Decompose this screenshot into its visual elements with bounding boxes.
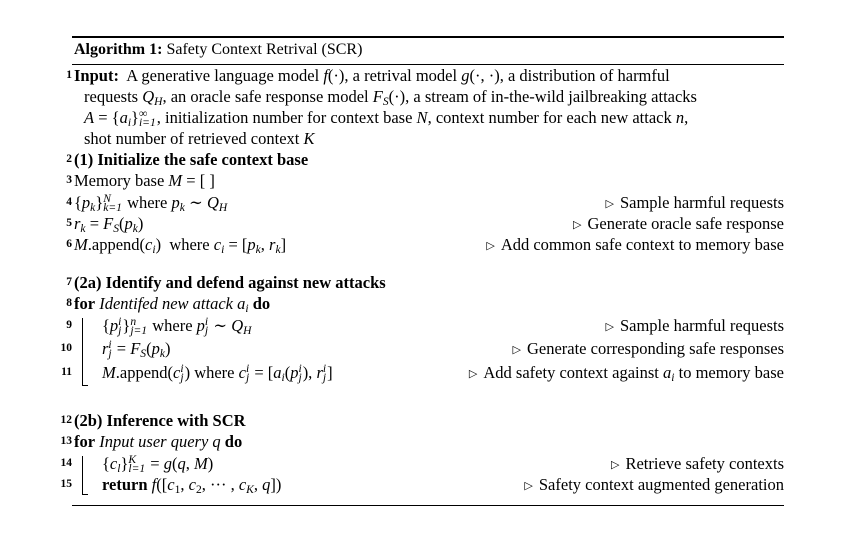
step-comment: ▷ Safety context augmented generation (524, 475, 784, 494)
line-number: 1 (66, 69, 72, 81)
input-line-1: Input: A generative language model f(·), a retrival model g(·, ·), a distribution of harmful (74, 66, 670, 85)
line-number: 13 (60, 435, 72, 447)
line-number: 15 (60, 478, 72, 490)
top-rule (72, 36, 784, 38)
line-number: 2 (66, 153, 72, 165)
line-number: 14 (60, 457, 72, 469)
algorithm-label: Algorithm 1: (74, 41, 163, 58)
line-number: 8 (66, 297, 72, 309)
step-text: Memory base M = [ ] (74, 171, 215, 190)
triangle-icon: ▷ (605, 198, 614, 210)
algorithm-title (74, 41, 362, 59)
step-text: $\{p_k\}$ N k=1 where $p_k$ ∼ $Q_H$ (74, 192, 228, 215)
step-comment: ▷ Sample harmful requests (605, 316, 784, 335)
triangle-icon: ▷ (512, 344, 521, 356)
bottom-rule (72, 505, 784, 506)
for-loop-header: for Input user query q do (74, 432, 243, 451)
step-comment: ▷ Generate corresponding safe responses (512, 339, 784, 358)
step-comment: ▷ Retrieve safety contexts (611, 454, 784, 473)
step-text: $M.append(c_i)$ where $c_i = [p_k$, $r_k$] (74, 235, 287, 256)
loop-bracket-end (82, 494, 88, 495)
triangle-icon: ▷ (524, 480, 533, 492)
step-comment: ▷ Add common safe context to memory base (486, 235, 784, 254)
line-number: 7 (66, 276, 72, 288)
triangle-icon: ▷ (611, 459, 620, 471)
line-number: 6 (66, 238, 72, 250)
loop-bracket (82, 318, 83, 385)
triangle-icon: ▷ (468, 368, 478, 380)
step-comment: ▷ Add safety context against $a_i$ to memory base (468, 363, 784, 384)
line-number: 12 (60, 414, 72, 426)
section-heading: (2b) Inference with SCR (74, 411, 246, 430)
section-heading: (1) Initialize the safe context base (74, 150, 309, 169)
line-number: 11 (61, 366, 72, 378)
step-text: $r_k = F_S(p_k)$ (74, 214, 144, 235)
triangle-icon: ▷ (573, 219, 582, 231)
line-number: 3 (66, 174, 72, 186)
line-number: 9 (66, 319, 72, 331)
input-label: Input: (74, 66, 119, 85)
for-loop-header: for Identifed new attack $a_i$ do (74, 294, 271, 315)
triangle-icon: ▷ (605, 321, 614, 333)
triangle-icon: ▷ (486, 240, 495, 252)
section-heading: (2a) Identify and defend against new attacks (74, 273, 386, 292)
step-text: r i j = $F_S(p_k)$ (102, 338, 171, 361)
step-text: return $f([c_1$, $c_2$, ··· , $c_K$, q]) (102, 475, 282, 496)
step-comment: ▷ Generate oracle safe response (573, 214, 784, 233)
algorithm-name: Safety Context Retrival (SCR) (166, 41, 363, 58)
title-rule (72, 64, 784, 65)
line-number: 5 (66, 217, 72, 229)
step-text: M.append(c i j ) where c i j = [$a_i(p$ i j ), r i j ] (102, 362, 333, 385)
loop-bracket (82, 456, 83, 494)
step-comment: ▷ Sample harmful requests (605, 193, 784, 212)
line-number: 4 (66, 196, 72, 208)
line-number: 10 (60, 342, 72, 354)
step-text: $\{c_l\}$ K l=1 = g(q, M) (102, 453, 214, 476)
loop-bracket-end (82, 385, 88, 386)
step-text: {p i j } n j=1 where p i j ∼ $Q_H$ (102, 315, 252, 338)
